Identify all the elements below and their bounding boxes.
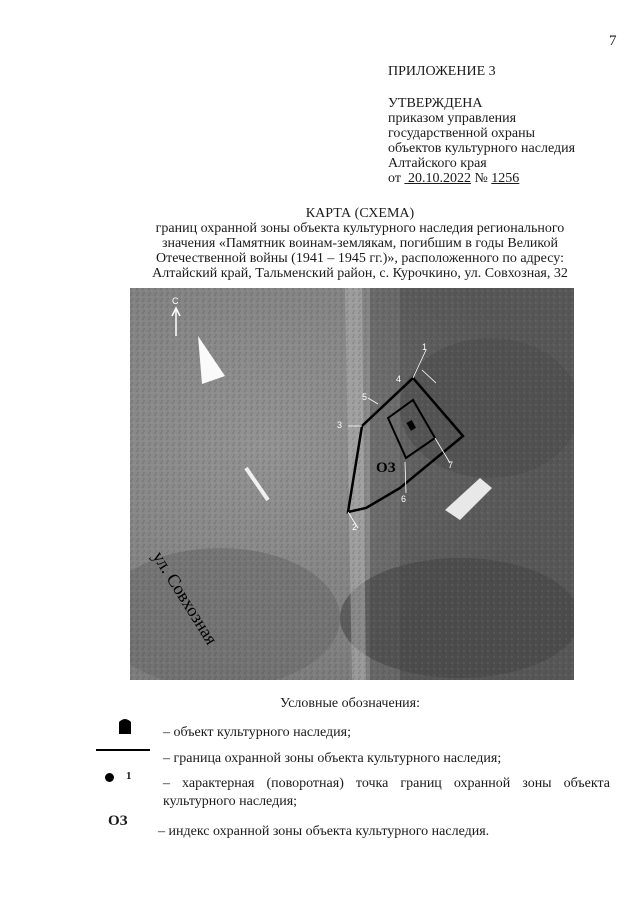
approval-date: 20.10.2022 [407, 171, 471, 186]
approval-line: объектов культурного наследия [388, 141, 576, 156]
approval-date-line [388, 171, 575, 186]
point-label: 7 [448, 460, 454, 470]
zone-index-label: ОЗ [376, 460, 396, 476]
boundary-legend-line [96, 749, 150, 751]
page-number: 7 [609, 33, 617, 49]
approval-line: приказом управления [388, 111, 517, 126]
title-line: Алтайский край, Тальменский район, с. Курочкино, ул. Совхозная, 32 [152, 266, 568, 281]
point-label: 5 [362, 392, 368, 402]
point-label: 3 [337, 420, 343, 430]
title-line: значения «Памятник воинам-землякам, погибшим в годы Великой [161, 236, 559, 251]
street-label: ул. Совхозная [148, 547, 222, 649]
title-heading: КАРТА (СХЕМА) [305, 206, 415, 221]
document-title [100, 206, 620, 281]
legend-item-boundary: – граница охранной зоны объекта культурного наследия; [163, 751, 502, 766]
point-label: 1 [422, 342, 428, 352]
point-label: 2 [352, 522, 358, 532]
point-legend-label: 1 [126, 770, 132, 782]
legend-title: Условные обозначения: [279, 696, 421, 711]
point-legend-dot [105, 773, 114, 782]
approval-number: 1256 [491, 171, 520, 186]
legend-item-point: – характерная (поворотная) точка границ охранной зоны объекта культурного наследия; [163, 776, 610, 809]
svg-text:С: С [172, 296, 179, 306]
approval-line: государственной охраны [388, 126, 536, 141]
zone-index-symbol: ОЗ [108, 813, 128, 829]
approval-line: Алтайского края [388, 156, 487, 171]
aerial-map [130, 288, 574, 680]
point-label: 4 [396, 374, 402, 384]
legend-item-object: – объект культурного наследия; [163, 725, 351, 740]
number-sign: № [474, 171, 488, 186]
legend-item-zone-index: – индекс охранной зоны объекта культурного наследия. [158, 824, 490, 839]
appendix-heading: ПРИЛОЖЕНИЕ 3 [388, 64, 496, 79]
heritage-object-legend-icon [116, 716, 134, 736]
approval-block [388, 96, 575, 186]
date-prefix: от [388, 171, 401, 186]
point-label: 6 [401, 494, 407, 504]
approval-heading: УТВЕРЖДЕНА [388, 96, 483, 111]
title-line: границ охранной зоны объекта культурного наследия регионального [155, 221, 565, 236]
title-line: Отечественной войны (1941 – 1945 гг.)», расположенного по адресу: [156, 251, 564, 266]
